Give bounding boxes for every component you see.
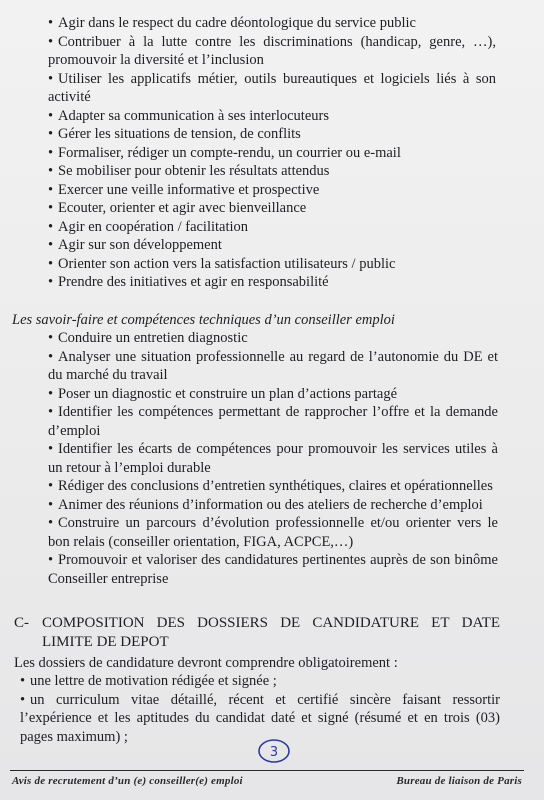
list-item [48,273,496,292]
bullet-icon: • [48,181,54,198]
technical-skills-list [48,329,498,588]
bullet-icon: • [48,441,54,457]
list-item-text: Exercer une veille informative et prospective [58,181,320,198]
section-c-word: DE [280,615,301,631]
list-item-text: Conduire un entretien diagnostic [58,330,248,346]
list-item [48,236,496,255]
list-item [48,107,496,126]
list-item [48,33,496,70]
section-c-letter-first-word: C- COMPOSITION [14,615,145,631]
bullet-icon: • [48,70,54,87]
list-item [48,440,498,477]
bullet-icon: • [48,144,54,161]
technical-skills-heading: Les savoir-faire et compétences techniques d’un conseiller emploi [12,312,395,328]
section-c-word: DES [156,615,186,631]
section-c-intro: Les dossiers de candidature devront comprendre obligatoirement : [14,655,398,671]
list-item-text: Orienter son action vers la satisfaction utilisateurs / public [58,255,396,272]
bullet-icon: • [48,126,54,142]
bullet-icon: • [48,237,54,253]
section-c-heading [14,614,500,652]
list-item [48,551,498,588]
list-item [48,181,496,200]
bullet-icon: • [48,478,54,494]
list-item [48,348,498,385]
list-item-text: Agir sur son développement [58,237,222,253]
list-item [48,496,498,515]
list-item-text: Construire un parcours d’évolution professionnelle et/ou orienter vers le bon relais (conseiller orientation, FIGA, ACPCE,…) [48,515,498,550]
list-item-text: Gérer les situations de tension, de conflits [58,126,301,142]
list-item [48,125,496,144]
list-item-text: Ecouter, orienter et agir avec bienveillance [58,200,307,216]
list-item-text: Se mobiliser pour obtenir les résultats attendus [58,163,330,179]
list-item [48,403,498,440]
bullet-icon: • [20,691,26,708]
section-c-title-line1 [14,614,500,633]
section-c-word: ET [431,615,450,631]
list-item [48,329,498,348]
list-item-text: Animer des réunions d’information ou des ateliers de recherche d’emploi [58,496,483,513]
bullet-icon: • [48,33,54,50]
list-item [48,14,496,33]
handwritten-page-number [256,737,292,765]
bullet-icon: • [48,552,54,568]
list-item [48,144,496,163]
section-c-title-line2: LIMITE DE DEPOT [42,634,169,650]
bullet-icon: • [48,348,54,365]
list-item-text: Agir en coopération / facilitation [58,218,249,235]
bullet-icon: • [48,15,54,31]
general-skills-list [48,14,496,292]
list-item-text: Rédiger des conclusions d’entretien synthétiques, claires et opérationnelles [58,478,493,494]
bullet-icon: • [48,385,54,402]
bullet-icon: • [48,330,54,346]
list-item-text: Analyser une situation professionnelle au regard de l’autonomie du DE et du marché du travail [48,348,498,383]
bullet-icon: • [48,404,54,420]
list-item-text: Identifier les écarts de compétences pour promouvoir les services utiles à un retour à l’emploi durable [48,441,498,476]
list-item [48,162,496,181]
section-c-word: DOSSIERS [197,615,269,631]
list-item [48,199,496,218]
bullet-icon: • [48,496,54,513]
bullet-icon: • [20,673,26,689]
requirements-list [20,672,500,746]
bullet-icon: • [48,218,54,235]
bullet-icon: • [48,200,54,216]
list-item-text: Contribuer à la lutte contre les discriminations (handicap, genre, …), promouvoir la diversité et l’inclusion [48,33,496,68]
footer-divider [10,770,524,771]
list-item-text: Agir dans le respect du cadre déontologique du service public [58,15,416,31]
list-item [20,672,500,691]
list-item-text: Poser un diagnostic et construire un plan d’actions partagé [58,385,398,402]
list-item-text: une lettre de motivation rédigée et signée ; [30,673,277,689]
list-item-text: Prendre des initiatives et agir en responsabilité [58,274,329,290]
list-item-text: un curriculum vitae détaillé, récent et certifié sincère faisant ressortir l’expérience et les aptitudes du candidat daté et signé (résumé et en trois (03) pages maximum) ; [20,691,500,745]
list-item [48,477,498,496]
bullet-icon: • [48,515,54,531]
list-item [48,255,496,274]
section-c-word: DATE [461,615,500,631]
list-item [48,385,498,404]
handwritten-number: 3 [269,745,279,760]
list-item-text: Utiliser les applicatifs métier, outils bureautiques et logiciels liés à son activité [48,70,496,105]
list-item-text: Identifier les compétences permettant de rapprocher l’offre et la demande d’emploi [48,404,498,439]
bullet-icon: • [48,163,54,179]
list-item-text: Adapter sa communication à ses interlocuteurs [58,107,329,124]
list-item [48,514,498,551]
list-item [48,218,496,237]
section-c-word: CANDIDATURE [312,615,420,631]
bullet-icon: • [48,107,54,124]
list-item [48,70,496,107]
bullet-icon: • [48,274,54,290]
footer-right-text: Bureau de liaison de Paris [396,775,522,787]
list-item-text: Promouvoir et valoriser des candidatures pertinentes auprès de son binôme Conseiller entreprise [48,552,498,587]
footer-left-text: Avis de recrutement d’un (e) conseiller(e) emploi [12,775,243,787]
bullet-icon: • [48,255,54,272]
list-item-text: Formaliser, rédiger un compte-rendu, un courrier ou e-mail [58,144,401,161]
